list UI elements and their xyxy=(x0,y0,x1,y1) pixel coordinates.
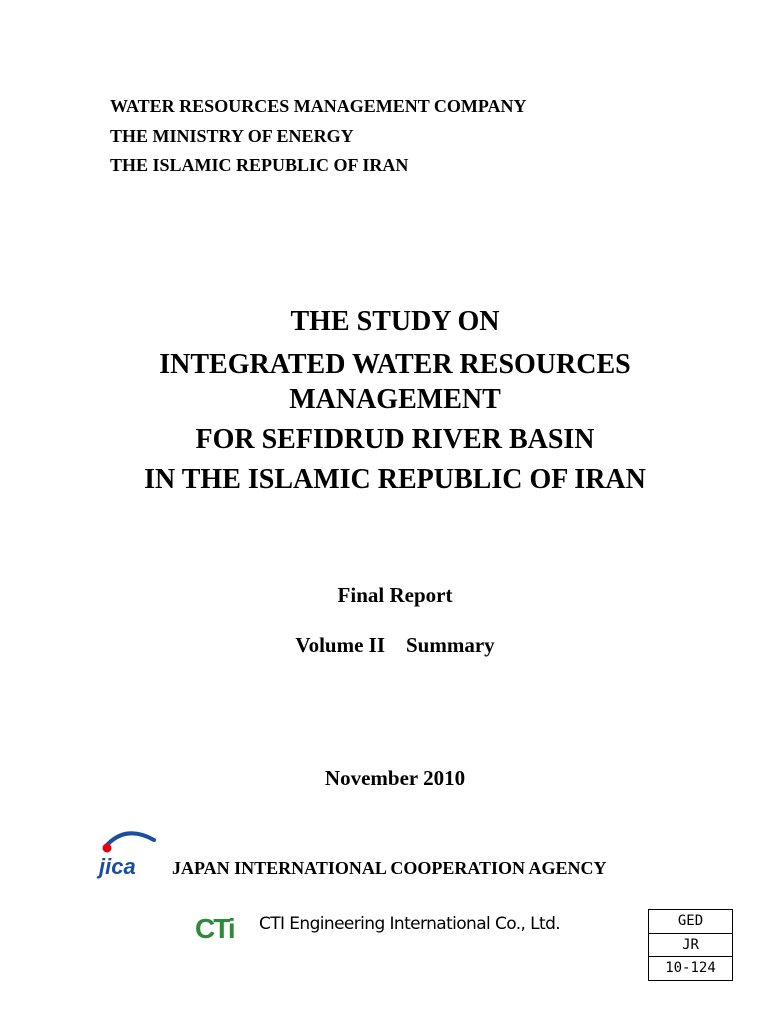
title-line-5: IN THE ISLAMIC REPUBLIC OF IRAN xyxy=(144,464,646,495)
jica-logo-icon xyxy=(96,826,162,882)
cti-logo-icon xyxy=(195,912,245,942)
volume-label: Volume II Summary xyxy=(295,633,495,657)
report-type: Final Report xyxy=(337,583,453,607)
title-line-4: FOR SEFIDRUD RIVER BASIN xyxy=(195,424,595,455)
org-line-ministry: THE MINISTRY OF ENERGY xyxy=(110,125,354,146)
agency-name: JAPAN INTERNATIONAL COOPERATION AGENCY xyxy=(172,858,607,878)
title-line-1: THE STUDY ON xyxy=(290,306,500,337)
org-line-company: WATER RESOURCES MANAGEMENT COMPANY xyxy=(110,96,527,116)
organization-block xyxy=(110,92,527,181)
svg-text:CTi: CTi xyxy=(195,913,234,942)
document-code-box xyxy=(648,909,733,981)
consultant-name: CTI Engineering International Co., Ltd. xyxy=(259,914,561,934)
title-line-3: MANAGEMENT xyxy=(289,384,501,415)
code-cell-jr: JR xyxy=(649,934,732,958)
report-date: November 2010 xyxy=(324,766,466,790)
svg-text:jica: jica xyxy=(99,854,136,879)
code-cell-ged: GED xyxy=(649,910,732,934)
title-line-2: INTEGRATED WATER RESOURCES xyxy=(159,349,631,380)
code-cell-number: 10-124 xyxy=(665,960,716,976)
org-line-country: THE ISLAMIC REPUBLIC OF IRAN xyxy=(110,155,409,175)
